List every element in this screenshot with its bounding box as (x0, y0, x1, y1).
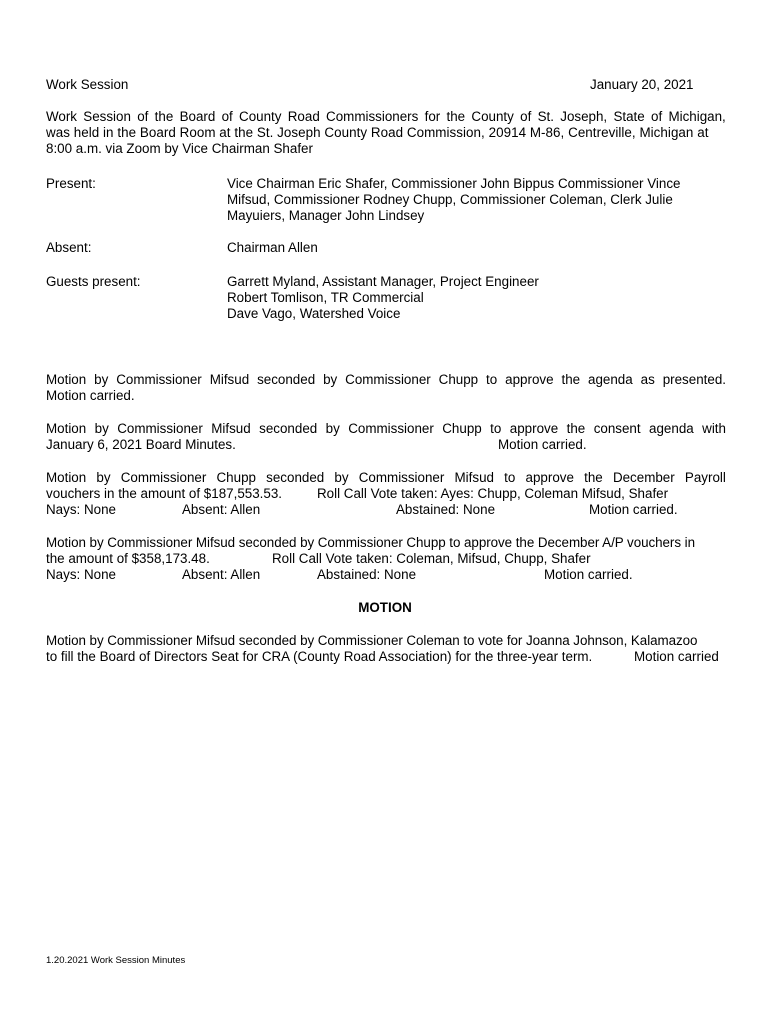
word: Commissioner (116, 372, 202, 387)
motion-text: to fill the Board of Directors Seat for CRA (County Road Association) for the three-year term. (46, 649, 593, 664)
word: County (239, 109, 282, 124)
word: Commissioner (358, 470, 445, 485)
word: Chupp (216, 470, 256, 485)
word: Commissioner (345, 372, 431, 387)
word: Chupp (438, 372, 479, 387)
word: of (137, 109, 149, 124)
word: as (640, 372, 655, 387)
word: Mifsud (454, 470, 494, 485)
word: approve (509, 421, 559, 436)
word: by (94, 421, 109, 436)
word: to (504, 470, 516, 485)
word: by (323, 372, 338, 387)
word: Mifsud (209, 372, 250, 387)
motion-text: vouchers in the amount of $187,553.53. (46, 486, 282, 501)
roll-call-vote: Roll Call Vote taken: Coleman, Mifsud, Chupp, Shafer (272, 551, 591, 566)
word: with (702, 421, 726, 436)
word: to (486, 372, 498, 387)
present-line: Mifsud, Commissioner Rodney Chupp, Commissioner Coleman, Clerk Julie (227, 192, 673, 207)
intro-line-3: 8:00 a.m. via Zoom by Vice Chairman Shafer (46, 141, 313, 156)
guest-line: Dave Vago, Watershed Voice (227, 306, 401, 321)
word: State (613, 109, 645, 124)
word: presented. (662, 372, 726, 387)
motion-ap-vouchers (46, 535, 726, 583)
intro-line-2: was held in the Board Room at the St. Joseph County Road Commission, 20914 M-86, Centreville, Michigan at (46, 125, 709, 140)
word: Joseph, (560, 109, 608, 124)
word: seconded (266, 470, 325, 485)
word: Motion (46, 372, 87, 387)
word: by (96, 470, 111, 485)
present-line: Vice Chairman Eric Shafer, Commissioner John Bippus Commissioner Vince (227, 176, 681, 191)
vote-summary-line (46, 502, 726, 518)
motion-consent-agenda (46, 421, 726, 453)
word: Mifsud (211, 421, 251, 436)
motion-result: Motion carried (634, 649, 719, 664)
guests-list (227, 274, 539, 322)
word: seconded (259, 421, 318, 436)
motion-result: Motion carried. (589, 502, 678, 517)
word: the (154, 109, 174, 124)
motion-line (46, 486, 726, 502)
intro-line-1 (46, 109, 726, 125)
word: Work (46, 109, 77, 124)
motion-line: Motion by Commissioner Mifsud seconded by Commissioner Coleman to vote for Joanna Johnson, Kalamazoo (46, 633, 698, 648)
word: by (334, 470, 349, 485)
word: for (424, 109, 441, 124)
word: approve (525, 470, 574, 485)
absent: Absent: Allen (182, 502, 261, 517)
guest-line: Garrett Myland, Assistant Manager, Project Engineer (227, 274, 539, 289)
absent: Absent: Allen (182, 567, 261, 582)
word: Commissioner (120, 470, 207, 485)
motion-line: Motion by Commissioner Mifsud seconded by Commissioner Chupp to approve the December A/P vouchers in (46, 535, 695, 550)
vote-summary-line (46, 567, 726, 583)
word: Road (287, 109, 320, 124)
guest-line: Robert Tomlison, TR Commercial (227, 290, 424, 305)
motion-text: January 6, 2021 Board Minutes. (46, 437, 236, 452)
word: by (94, 372, 109, 387)
present-label: Present: (46, 176, 96, 191)
motion-heading: MOTION (358, 600, 412, 615)
nays: Nays: None (46, 502, 116, 517)
word: of (520, 109, 532, 124)
motion-line (46, 649, 726, 665)
motion-line (46, 437, 726, 453)
guests-label: Guests present: (46, 274, 141, 289)
word: Board (179, 109, 216, 124)
word: agenda (588, 372, 633, 387)
word: of (651, 109, 663, 124)
word: to (490, 421, 502, 436)
absent-value: Chairman Allen (227, 240, 318, 255)
abstained: Abstained: None (317, 567, 417, 582)
motion-result: Motion carried. (544, 567, 633, 582)
motion-line (46, 470, 726, 486)
motion-line (46, 551, 726, 567)
word: agenda (649, 421, 694, 436)
motion-result: Motion carried. (498, 437, 587, 452)
nays: Nays: None (46, 567, 116, 582)
word: seconded (257, 372, 316, 387)
present-line: Mayuiers, Manager John Lindsey (227, 208, 425, 223)
motion-text: the amount of $358,173.48. (46, 551, 210, 566)
word: December (612, 470, 675, 485)
word: County (471, 109, 514, 124)
word: approve (505, 372, 554, 387)
word: the (561, 372, 581, 387)
header-title: Work Session (46, 77, 129, 92)
word: by (325, 421, 340, 436)
word: Commissioner (348, 421, 434, 436)
word: the (446, 109, 466, 124)
word: Michigan, (668, 109, 726, 124)
motion-line: Motion carried. (46, 388, 135, 403)
intro-paragraph (46, 109, 726, 157)
word: the (584, 470, 603, 485)
motion-line (46, 421, 726, 437)
word: Payroll (684, 470, 726, 485)
page-footer: 1.20.2021 Work Session Minutes (46, 955, 186, 966)
header-date: January 20, 2021 (590, 77, 694, 92)
motion-cra-board-seat (46, 633, 726, 665)
word: Commissioner (117, 421, 203, 436)
word: Motion (46, 421, 87, 436)
word: Motion (46, 470, 87, 485)
roll-call-vote: Roll Call Vote taken: Ayes: Chupp, Coleman Mifsud, Shafer (317, 486, 669, 501)
absent-label: Absent: (46, 240, 92, 255)
present-list (227, 176, 680, 224)
word: the (566, 421, 586, 436)
motion-payroll-vouchers (46, 470, 726, 518)
motion-agenda (46, 372, 726, 404)
word: Session (83, 109, 131, 124)
motion-line (46, 372, 726, 388)
word: Chupp (442, 421, 482, 436)
word: of (221, 109, 233, 124)
word: St. (537, 109, 554, 124)
word: consent (593, 421, 641, 436)
word: Commissioners (326, 109, 419, 124)
abstained: Abstained: None (396, 502, 496, 517)
